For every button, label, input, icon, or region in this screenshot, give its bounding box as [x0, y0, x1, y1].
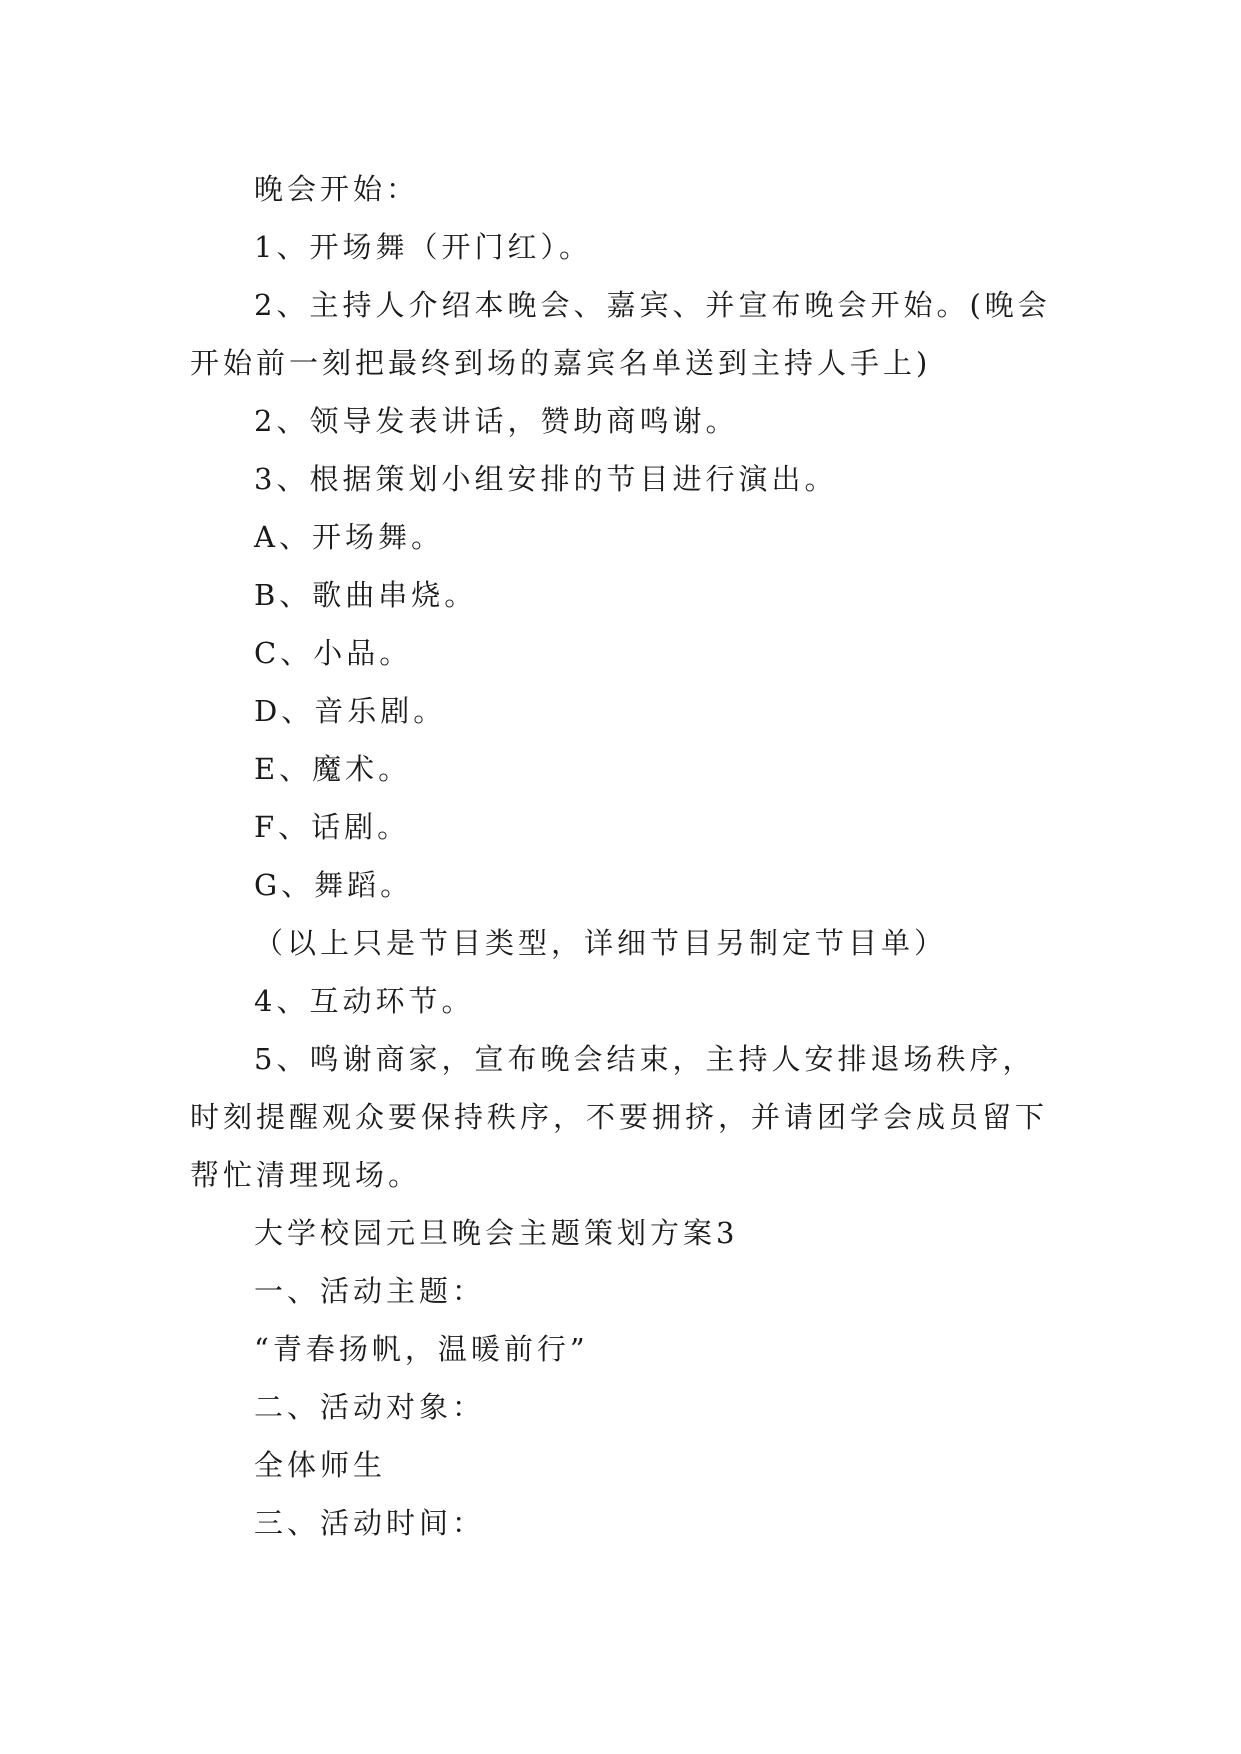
paragraph-item-3: 3、根据策划小组安排的节目进行演出。 [254, 462, 838, 496]
paragraph-item-2-host: 2、主持人介绍本晚会、嘉宾、并宣布晚会开始。(晚会开始前一刻把最终到场的嘉宾名单送到主持人手上) [190, 288, 1051, 380]
paragraph-party-start: 晚会开始： [254, 172, 420, 206]
document-body [190, 160, 1060, 1552]
paragraph-program-b: B、歌曲串烧。 [254, 578, 478, 612]
paragraph-theme-slogan: “青春扬帆，温暖前行” [254, 1332, 589, 1366]
paragraph-program-note: （以上只是节目类型，详细节目另制定节目单） [254, 926, 948, 960]
heading-activity-audience: 二、活动对象： [254, 1390, 486, 1424]
paragraph-item-1: 1、开场舞（开门红）。 [254, 230, 592, 264]
heading-activity-time: 三、活动时间： [254, 1506, 486, 1540]
paragraph-program-f: F、话剧。 [254, 810, 411, 844]
paragraph-program-d: D、音乐剧。 [254, 694, 447, 728]
section-title: 大学校园元旦晚会主题策划方案3 [254, 1216, 739, 1250]
paragraph-program-e: E、魔术。 [254, 752, 412, 786]
paragraph-program-a: A、开场舞。 [254, 520, 444, 554]
heading-activity-theme: 一、活动主题： [254, 1274, 486, 1308]
paragraph-item-4: 4、互动环节。 [254, 984, 475, 1018]
paragraph-audience: 全体师生 [254, 1448, 387, 1482]
paragraph-program-g: G、舞蹈。 [254, 868, 414, 902]
paragraph-program-c: C、小品。 [254, 636, 413, 670]
paragraph-item-5: 5、鸣谢商家，宣布晚会结束，主持人安排退场秩序，时刻提醒观众要保持秩序，不要拥挤，并请团学会成员留下帮忙清理现场。 [190, 1042, 1049, 1192]
paragraph-item-2-speech: 2、领导发表讲话，赞助商鸣谢。 [254, 404, 739, 438]
